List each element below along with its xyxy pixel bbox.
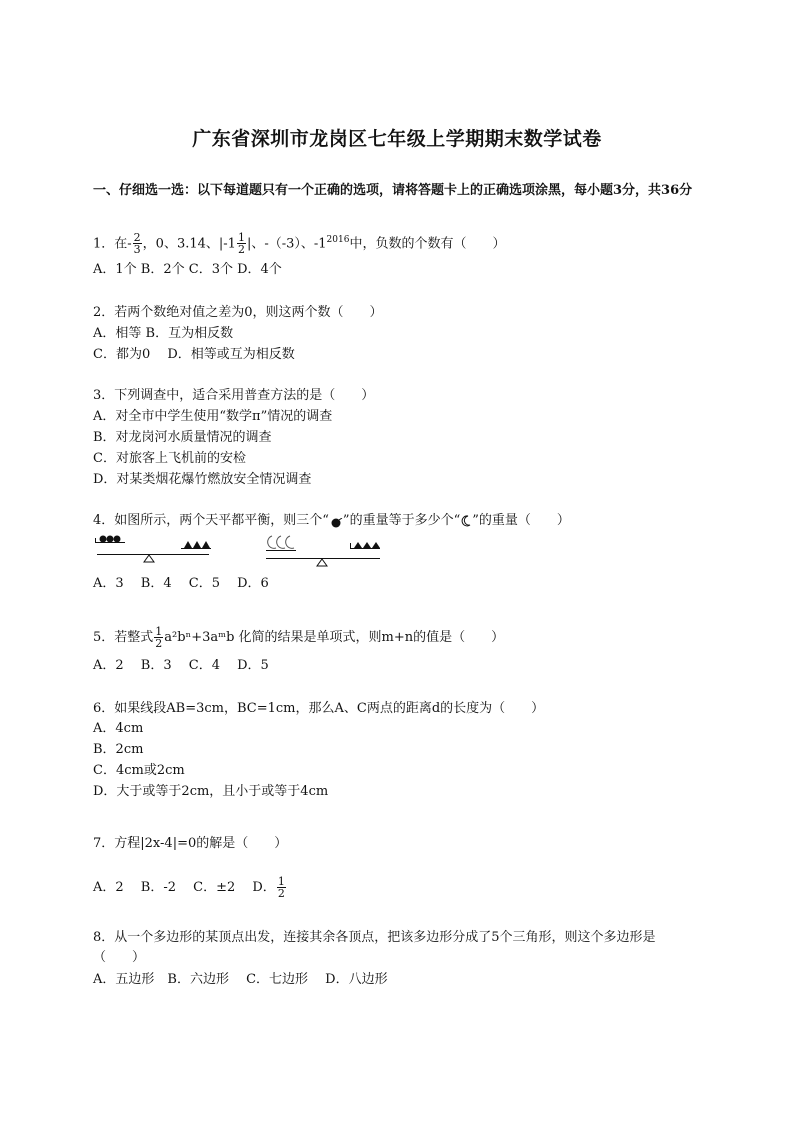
q1-fraction-1: $\frac{2}{3}$ bbox=[133, 231, 141, 257]
q4-text-b: ”的重量等于多少个“ bbox=[342, 513, 461, 528]
question-3-option-d: D．对某类烟花爆竹燃放安全情况调查 bbox=[93, 472, 312, 487]
question-5-options: A．2 B．3 C．4 D．5 bbox=[93, 658, 269, 673]
question-6-stem: 6．如果线段AB=3cm，BC=1cm，那么A、C两点的距离d的长度为（ ） bbox=[93, 701, 545, 716]
question-2-stem: 2．若两个数绝对值之差为0，则这两个数（ ） bbox=[93, 305, 383, 320]
question-1-stem bbox=[93, 231, 505, 255]
question-8-options: A．五边形 B．六边形 C．七边形 D．八边形 bbox=[93, 972, 388, 987]
question-1-options: A．1个 B．2个 C．3个 D．4个 bbox=[93, 262, 282, 277]
q5-text-b: a²bⁿ+3aᵐb 化简的结果是单项式，则m+n的值是（ ） bbox=[164, 630, 505, 645]
question-2-options-2: C．都为0 D．相等或互为相反数 bbox=[93, 347, 295, 362]
question-3-option-c: C．对旅客上飞机前的安检 bbox=[93, 451, 246, 466]
question-4-options: A．3 B．4 C．5 D．6 bbox=[93, 576, 269, 591]
question-6-option-b: B．2cm bbox=[93, 742, 144, 757]
q1-exponent: 2016 bbox=[326, 235, 350, 245]
page-title: 广东省深圳市龙岗区七年级上学期期末数学试卷 bbox=[192, 128, 602, 150]
q4-text-a: 4．如图所示，两个天平都平衡，则三个“ bbox=[93, 513, 329, 528]
q1-text-c: |、-（-3）、-1 bbox=[246, 236, 327, 252]
section-heading: 一、仔细选一选：以下每道题只有一个正确的选项，请将答题卡上的正确选项涂黑，每小题3分，共36分 bbox=[93, 183, 693, 198]
question-8-paren: （ ） bbox=[93, 950, 146, 965]
question-3-option-a: A．对全市中学生使用“数学π”情况的调查 bbox=[93, 409, 333, 424]
question-6-option-c: C．4cm或2cm bbox=[93, 763, 185, 778]
q4-text-c: ”的重量（ ） bbox=[472, 513, 570, 528]
q1-text-a: 1．在- bbox=[93, 236, 132, 252]
q5-text-a: 5．若整式 bbox=[93, 630, 154, 645]
question-6-option-d: D．大于或等于2cm，且小于或等于4cm bbox=[93, 784, 329, 799]
q1-text-d: 中，负数的个数有（ ） bbox=[349, 236, 506, 252]
question-7-stem: 7．方程|2x-4|=0的解是（ ） bbox=[93, 836, 288, 851]
question-7-options bbox=[93, 876, 287, 899]
q1-text-b: ，0、3.14、|-1 bbox=[142, 236, 236, 252]
q7-fraction: $\frac{1}{2}$ bbox=[277, 875, 285, 900]
q5-fraction: $\frac{1}{2}$ bbox=[155, 625, 163, 650]
question-3-stem: 3．下列调查中，适合采用普查方法的是（ ） bbox=[93, 388, 375, 403]
q1-fraction-2: $\frac{1}{2}$ bbox=[237, 231, 245, 257]
question-2-options-1: A．相等 B．互为相反数 bbox=[93, 326, 234, 341]
question-8-stem: 8．从一个多边形的某顶点出发，连接其余各顶点，把该多边形分成了5个三角形，则这个多边形是 bbox=[93, 930, 656, 945]
question-4-stem bbox=[93, 512, 570, 530]
balance-scale-1 bbox=[93, 534, 223, 574]
bomb-icon bbox=[329, 516, 343, 526]
question-6-option-a: A．4cm bbox=[93, 721, 144, 736]
crescent-icon bbox=[460, 515, 472, 527]
question-5-stem bbox=[93, 626, 504, 649]
question-3-option-b: B．对龙岗河水质量情况的调查 bbox=[93, 430, 272, 445]
q7-options-text: A．2 B．-2 C．±2 D． bbox=[93, 880, 276, 895]
balance-scale-2 bbox=[262, 534, 392, 574]
